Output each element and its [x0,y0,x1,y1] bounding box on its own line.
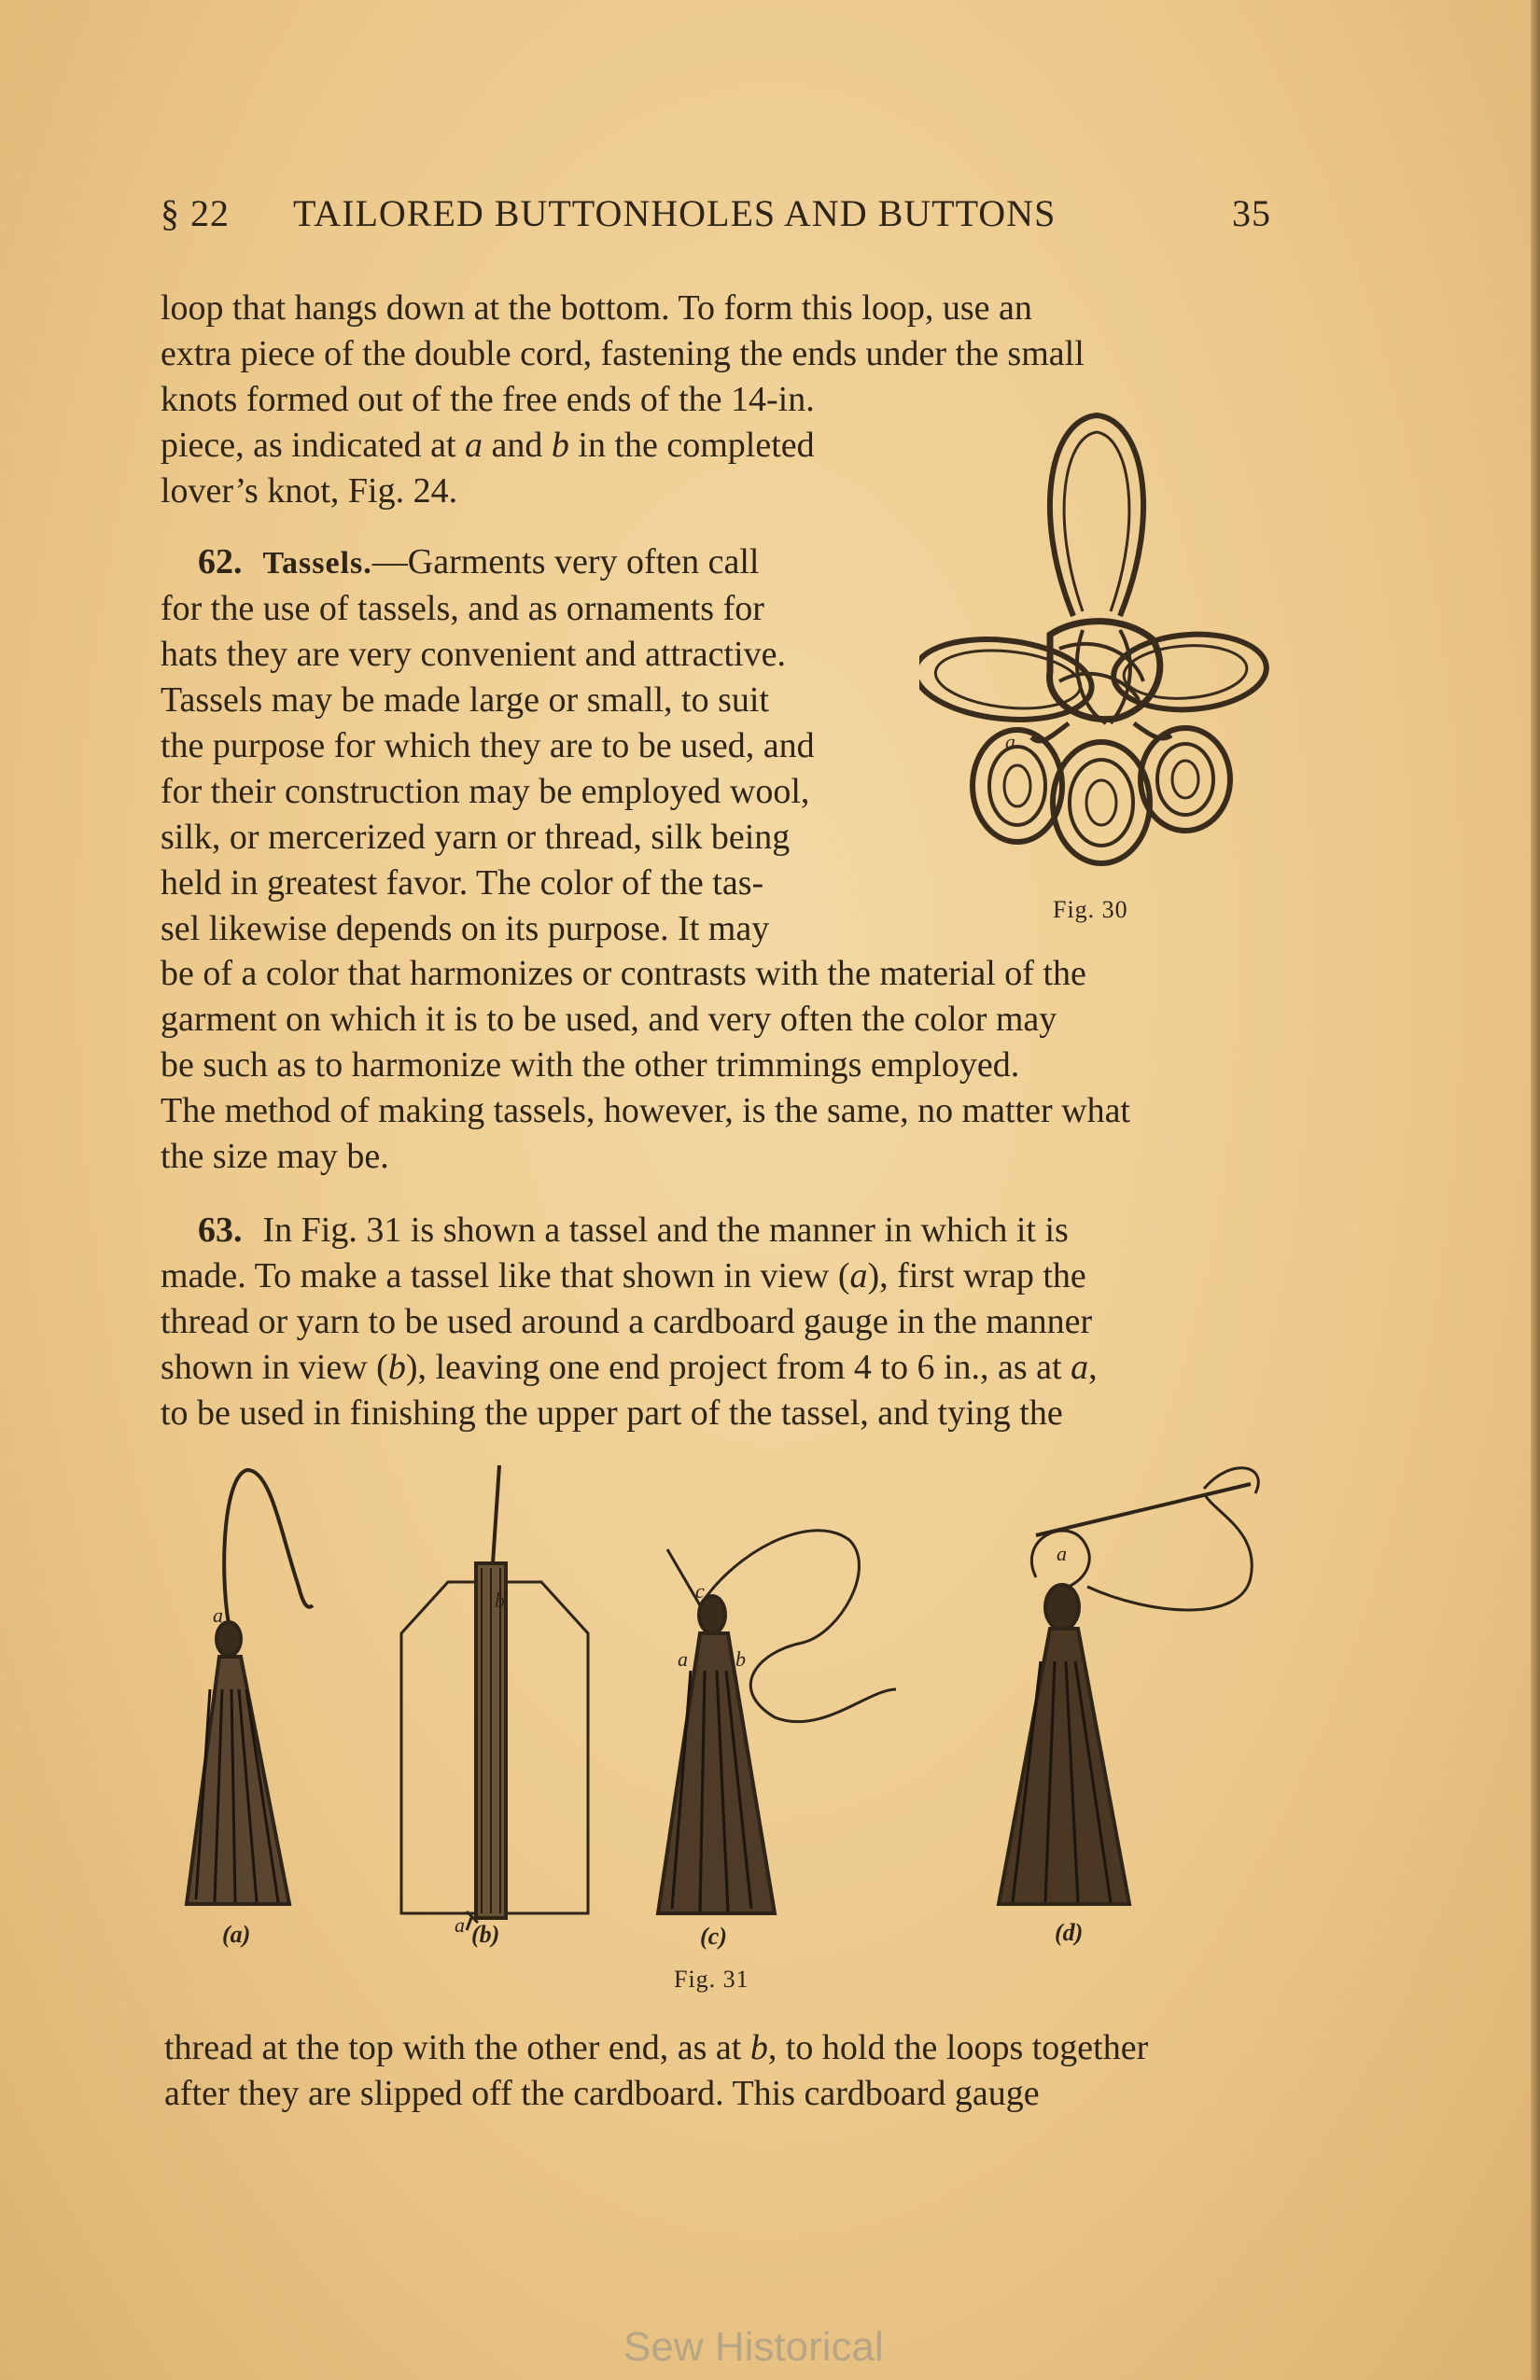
lovers-knot-illustration [919,401,1274,896]
text-line: the purpose for which they are to be used, and [161,726,815,765]
intro-paragraph-narrow [161,377,907,514]
running-header [161,191,1271,247]
view-label-c: (c) [700,1923,727,1950]
paragraph-63 [161,1208,1273,1436]
watermark: Sew Historical [623,2324,884,2370]
text-line: be of a color that harmonizes or contrasts with the material of the [161,954,1086,993]
text-line: thread or yarn to be used around a cardboard gauge in the manner [161,1302,1093,1341]
fig31b-label-b: b [495,1589,505,1612]
paragraph-heading: Tassels. [262,546,372,581]
fig31b-label-a: a [455,1913,465,1937]
intro-paragraph [161,286,1273,377]
figure-31-tassel [168,1456,1297,1941]
fig31a-label-a: a [213,1603,223,1627]
text-line: Tassels may be made large or small, to suit [161,680,769,720]
tassel-illustration [168,1456,1297,1941]
paragraph-62-continued [161,951,1273,1180]
fig31c-label-b: b [735,1647,746,1671]
text-line: extra piece of the double cord, fastening the ends under the small [161,334,1085,373]
paragraph-62 [161,539,907,952]
text-line: garment on which it is to be used, and very often the color may [161,1000,1057,1039]
text-line: to be used in finishing the upper part of the tassel, and tying the [161,1393,1063,1433]
text-line: lover’s knot, Fig. 24. [161,471,458,511]
text-line: knots formed out of the free ends of the 14-in. [161,380,815,419]
closing-paragraph [164,2025,1284,2117]
text-line: for the use of tassels, and as ornaments for [161,589,764,628]
text-line: thread at the top with the other end, as at b, to hold the loops together [164,2028,1149,2067]
view-label-b: (b) [471,1921,500,1948]
text-line: for their construction may be employed wool, [161,772,810,811]
text-line: loop that hangs down at the bottom. To form this loop, use an [161,288,1032,328]
view-label-d: (d) [1055,1919,1084,1946]
text-line: held in greatest favor. The color of the tas- [161,863,764,903]
page-number: 35 [1232,192,1271,234]
fig31d-label-a: a [1057,1542,1067,1565]
chapter-title: TAILORED BUTTONHOLES AND BUTTONS [293,192,1057,234]
text-line: 62. Tassels.—Garments very often call [198,542,760,581]
text-line: the size may be. [161,1137,389,1176]
text-line: made. To make a tassel like that shown in view (a), first wrap the [161,1256,1086,1295]
fig31c-label-a: a [678,1647,688,1671]
fig30-label-a: a [1005,730,1015,753]
text-line: piece, as indicated at a and b in the completed [161,426,815,465]
text-line: be such as to harmonize with the other trimmings employed. [161,1045,1020,1085]
figure-31-caption: Fig. 31 [674,1966,749,1993]
text-line: silk, or mercerized yarn or thread, silk being [161,818,791,857]
figure-30-caption: Fig. 30 [1053,896,1128,923]
text-line: 63. In Fig. 31 is shown a tassel and the manner in which it is [198,1211,1069,1250]
text-line: hats they are very convenient and attractive. [161,635,786,674]
figure-30-lovers-knot [919,401,1274,896]
text-line: sel likewise depends on its purpose. It may [161,909,770,948]
text-line: after they are slipped off the cardboard. This cardboard gauge [164,2074,1040,2113]
view-label-a: (a) [222,1921,251,1948]
page-edge [1531,0,1540,2380]
paragraph-number: 62. [198,542,243,581]
section-number: § 22 [161,192,230,234]
text-line: The method of making tassels, however, is the same, no matter what [161,1091,1130,1130]
paragraph-number: 63. [198,1211,243,1250]
fig31c-label-c: c [695,1579,705,1603]
text-line: shown in view (b), leaving one end project from 4 to 6 in., as at a, [161,1348,1098,1387]
